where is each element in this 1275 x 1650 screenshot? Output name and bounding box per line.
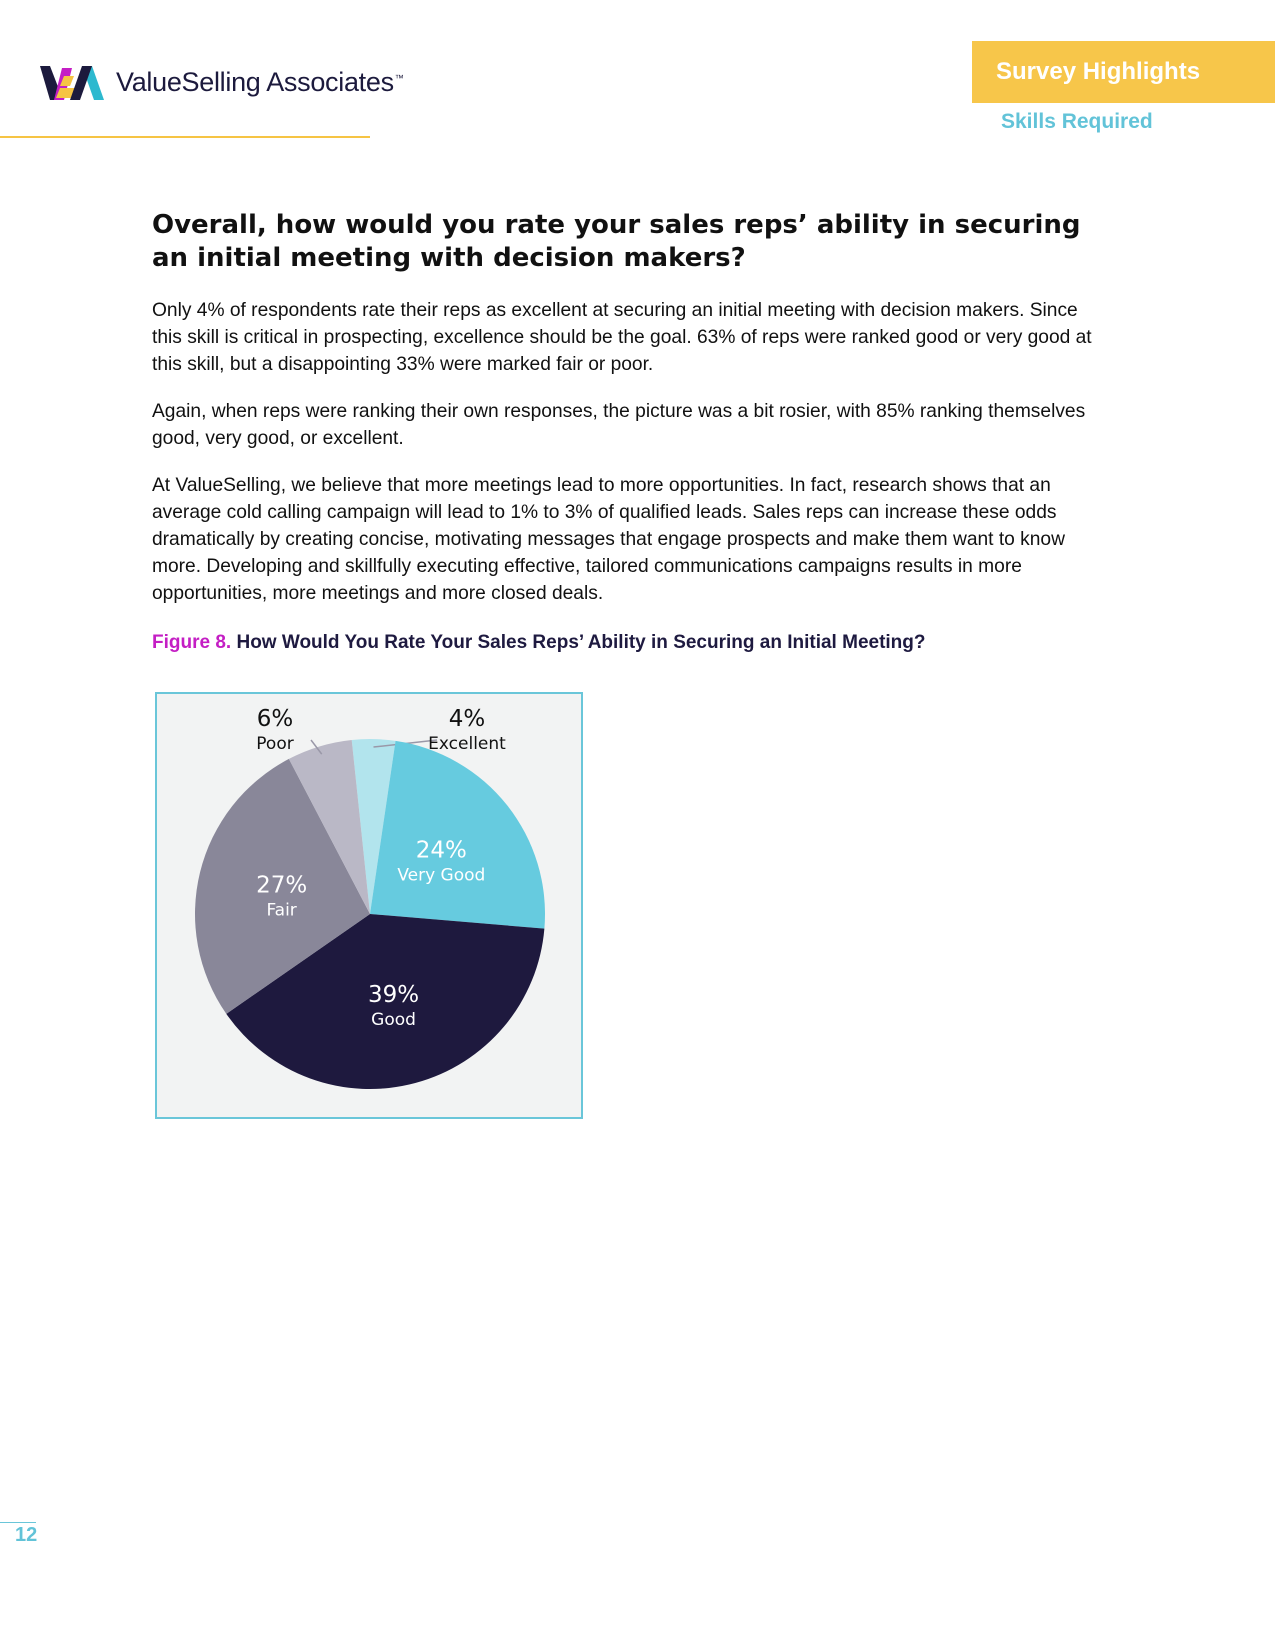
footer-rule <box>0 1522 36 1523</box>
pie-label-poor: Poor <box>256 734 294 754</box>
figure-caption <box>152 630 1112 656</box>
article <box>152 209 1112 656</box>
pie-label-very-good: Very Good <box>397 865 486 886</box>
pie-label-excellent: Excellent <box>428 734 506 754</box>
pie-value-poor: 6% <box>256 706 294 732</box>
paragraph-2: Again, when reps were ranking their own responses, the picture was a bit rosier, with 85% ranking themselves good, very good, or excellent. <box>152 401 1086 449</box>
page-title: Overall, how would you rate your sales reps’ ability in securing an initial meeting with decision makers? <box>152 210 1081 273</box>
paragraph-1: Only 4% of respondents rate their reps as excellent at securing an initial meeting with decision makers. Since this skill is critical in prospecting, excellence should be the goal. 63% of reps were ranked good or very good at this skill, but a disappointing 33% were marked fair or poor. <box>152 300 1092 375</box>
pie-chart-panel <box>155 692 583 1119</box>
pie-label-fair: Fair <box>266 900 297 921</box>
pie-label-good: Good <box>371 1009 416 1030</box>
section-tab: Survey Highlights <box>972 41 1275 103</box>
pie-chart <box>157 694 581 1117</box>
pie-value-good: 39% <box>367 981 420 1008</box>
pie-value-fair: 27% <box>256 872 308 899</box>
pie-value-excellent: 4% <box>448 706 486 732</box>
brand-name: ValueSelling Associates™ <box>116 66 404 97</box>
section-sublabel: Skills Required <box>1001 110 1153 133</box>
figure-number: Figure 8. <box>152 632 232 653</box>
pie-slice-very-good <box>370 741 545 929</box>
paragraph-3: At ValueSelling, we believe that more meetings lead to more opportunities. In fact, research shows that an average cold calling campaign will lead to 1% to 3% of qualified leads. Sales reps can increase these odds dramatically by creating concise, motivating messages that engage prospects and make them want to know more. Developing and skillfully executing effective, tailored communications campaigns results in more opportunities, more meetings and more closed deals. <box>152 475 1065 604</box>
header-divider <box>0 136 370 138</box>
figure-title: How Would You Rate Your Sales Reps’ Ability in Securing an Initial Meeting? <box>236 632 926 653</box>
pie-value-very-good: 24% <box>415 837 467 864</box>
vsa-logo-icon <box>40 62 116 102</box>
brand-logo <box>40 62 403 102</box>
page-number: 12 <box>15 1524 38 1546</box>
